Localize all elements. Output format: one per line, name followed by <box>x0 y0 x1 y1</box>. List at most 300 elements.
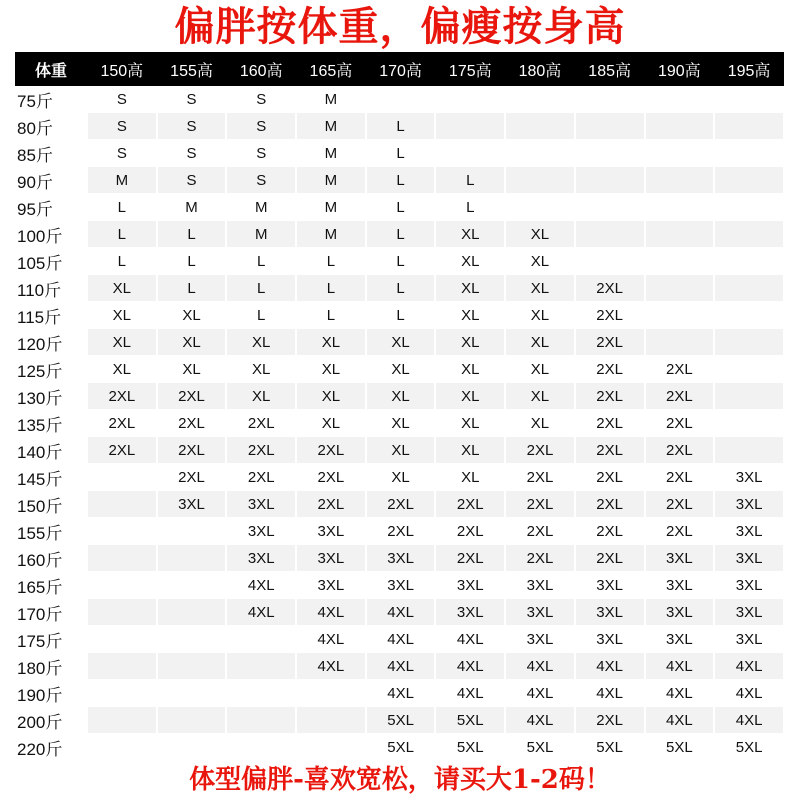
size-cell: 2XL <box>435 491 505 518</box>
size-cell: L <box>366 113 436 140</box>
size-cell: 5XL <box>575 734 645 761</box>
weight-label: 135斤 <box>15 410 87 437</box>
size-cell: L <box>366 275 436 302</box>
size-cell: 3XL <box>435 572 505 599</box>
size-cell: 4XL <box>575 653 645 680</box>
size-cell: 2XL <box>575 464 645 491</box>
size-cell: L <box>366 140 436 167</box>
size-cell: XL <box>505 275 575 302</box>
size-cell <box>575 113 645 140</box>
size-cell: 4XL <box>226 572 296 599</box>
size-cell: XL <box>87 356 157 383</box>
size-cell <box>226 734 296 761</box>
size-cell <box>505 194 575 221</box>
size-cell: XL <box>435 275 505 302</box>
size-cell: 2XL <box>575 545 645 572</box>
size-cell: M <box>157 194 227 221</box>
table-row <box>15 275 784 302</box>
weight-label: 130斤 <box>15 383 87 410</box>
size-cell: M <box>226 194 296 221</box>
size-cell <box>87 491 157 518</box>
header-row <box>15 52 784 86</box>
size-cell <box>435 140 505 167</box>
size-cell: L <box>87 221 157 248</box>
size-cell: 3XL <box>575 572 645 599</box>
size-cell: 4XL <box>645 653 715 680</box>
size-cell <box>157 626 227 653</box>
size-cell: 3XL <box>645 572 715 599</box>
size-cell: 3XL <box>645 626 715 653</box>
size-cell: 2XL <box>87 437 157 464</box>
size-cell: 3XL <box>645 599 715 626</box>
size-cell: 4XL <box>366 626 436 653</box>
table-row <box>15 626 784 653</box>
size-cell: XL <box>366 356 436 383</box>
size-cell: XL <box>157 302 227 329</box>
size-cell: 3XL <box>226 491 296 518</box>
size-cell <box>435 113 505 140</box>
size-cell: 3XL <box>714 491 784 518</box>
size-cell: XL <box>296 356 366 383</box>
size-cell: 2XL <box>226 464 296 491</box>
weight-label: 155斤 <box>15 518 87 545</box>
size-cell: L <box>157 248 227 275</box>
size-cell: L <box>366 167 436 194</box>
size-cell: XL <box>505 221 575 248</box>
size-cell <box>226 707 296 734</box>
size-cell: 2XL <box>157 383 227 410</box>
size-cell: XL <box>366 410 436 437</box>
size-cell: 4XL <box>366 680 436 707</box>
size-cell: 2XL <box>645 410 715 437</box>
size-cell: XL <box>505 410 575 437</box>
size-cell: 2XL <box>505 437 575 464</box>
size-cell: S <box>157 86 227 113</box>
size-cell <box>645 167 715 194</box>
size-cell: XL <box>87 302 157 329</box>
weight-label: 80斤 <box>15 113 87 140</box>
table-row <box>15 599 784 626</box>
size-cell: 2XL <box>435 545 505 572</box>
size-cell <box>575 167 645 194</box>
size-cell: 3XL <box>226 545 296 572</box>
size-cell: 4XL <box>226 599 296 626</box>
size-cell: 3XL <box>296 518 366 545</box>
size-cell: 2XL <box>575 275 645 302</box>
size-cell: 2XL <box>575 410 645 437</box>
weight-label: 170斤 <box>15 599 87 626</box>
size-cell: 2XL <box>366 491 436 518</box>
size-cell <box>366 86 436 113</box>
weight-label: 75斤 <box>15 86 87 113</box>
size-cell <box>157 572 227 599</box>
size-cell: L <box>296 275 366 302</box>
size-cell: 4XL <box>505 680 575 707</box>
size-cell: 4XL <box>296 599 366 626</box>
table-row <box>15 410 784 437</box>
table-row <box>15 194 784 221</box>
height-column-header: 170高 <box>366 52 436 86</box>
size-cell: 2XL <box>645 491 715 518</box>
size-cell: 2XL <box>366 518 436 545</box>
weight-label: 95斤 <box>15 194 87 221</box>
height-column-header: 175高 <box>435 52 505 86</box>
table-row <box>15 86 784 113</box>
size-cell: 3XL <box>575 626 645 653</box>
size-cell: 4XL <box>714 707 784 734</box>
size-cell <box>575 194 645 221</box>
size-cell: L <box>87 248 157 275</box>
size-cell: XL <box>435 329 505 356</box>
size-cell: XL <box>435 464 505 491</box>
size-cell: XL <box>505 356 575 383</box>
size-cell: 2XL <box>645 437 715 464</box>
size-cell: XL <box>226 356 296 383</box>
size-cell: S <box>226 86 296 113</box>
size-cell: L <box>296 248 366 275</box>
size-cell: 2XL <box>505 518 575 545</box>
size-cell <box>87 653 157 680</box>
table-row <box>15 113 784 140</box>
size-cell <box>714 194 784 221</box>
size-cell: XL <box>296 383 366 410</box>
weight-label: 100斤 <box>15 221 87 248</box>
height-column-header: 155高 <box>157 52 227 86</box>
weight-label: 220斤 <box>15 734 87 761</box>
size-cell: XL <box>157 329 227 356</box>
size-cell <box>645 194 715 221</box>
table-row <box>15 167 784 194</box>
table-row <box>15 140 784 167</box>
weight-label: 115斤 <box>15 302 87 329</box>
size-cell: L <box>157 221 227 248</box>
size-cell: L <box>435 194 505 221</box>
size-cell: M <box>296 86 366 113</box>
page-title: 偏胖按体重，偏瘦按身高 <box>174 4 626 50</box>
size-cell <box>714 221 784 248</box>
size-chart-table <box>15 52 785 761</box>
size-cell <box>645 329 715 356</box>
size-cell: 3XL <box>575 599 645 626</box>
size-cell: 3XL <box>645 545 715 572</box>
table-row <box>15 437 784 464</box>
size-cell: 4XL <box>435 680 505 707</box>
size-cell: XL <box>505 248 575 275</box>
size-cell: 3XL <box>714 626 784 653</box>
size-cell: 4XL <box>645 680 715 707</box>
size-cell <box>296 707 366 734</box>
size-cell: XL <box>296 410 366 437</box>
size-cell: 4XL <box>505 707 575 734</box>
table-row <box>15 545 784 572</box>
size-cell: XL <box>435 437 505 464</box>
size-cell <box>714 86 784 113</box>
size-cell <box>505 86 575 113</box>
size-cell: 2XL <box>575 518 645 545</box>
size-cell: 2XL <box>575 383 645 410</box>
weight-label: 90斤 <box>15 167 87 194</box>
size-cell: L <box>87 194 157 221</box>
size-cell: 5XL <box>505 734 575 761</box>
size-cell: 4XL <box>366 653 436 680</box>
size-cell: XL <box>435 383 505 410</box>
size-cell: XL <box>226 383 296 410</box>
size-cell: 3XL <box>714 572 784 599</box>
footer-note: 体型偏胖-喜欢宽松，请买大1-2码！ <box>189 765 611 795</box>
size-cell <box>87 572 157 599</box>
size-cell: 2XL <box>157 464 227 491</box>
size-cell <box>714 248 784 275</box>
height-column-header: 160高 <box>226 52 296 86</box>
weight-label: 125斤 <box>15 356 87 383</box>
size-cell <box>575 248 645 275</box>
size-cell <box>505 167 575 194</box>
size-cell <box>714 167 784 194</box>
size-cell <box>714 356 784 383</box>
size-cell: 2XL <box>157 410 227 437</box>
size-cell: 3XL <box>505 599 575 626</box>
size-cell: 4XL <box>435 626 505 653</box>
table-row <box>15 464 784 491</box>
size-cell <box>87 734 157 761</box>
size-cell: XL <box>435 356 505 383</box>
size-cell: 3XL <box>505 572 575 599</box>
size-cell: 3XL <box>714 599 784 626</box>
size-cell: 2XL <box>575 437 645 464</box>
size-cell: 5XL <box>435 707 505 734</box>
size-cell: 3XL <box>366 572 436 599</box>
size-cell: 4XL <box>296 653 366 680</box>
size-cell <box>296 680 366 707</box>
size-cell: 2XL <box>505 464 575 491</box>
height-column-header: 185高 <box>575 52 645 86</box>
height-column-header: 190高 <box>645 52 715 86</box>
size-cell: 2XL <box>157 437 227 464</box>
size-cell <box>87 464 157 491</box>
weight-label: 190斤 <box>15 680 87 707</box>
size-cell: 4XL <box>645 707 715 734</box>
size-cell: XL <box>296 329 366 356</box>
size-cell <box>157 545 227 572</box>
size-cell: M <box>296 221 366 248</box>
size-cell: XL <box>435 410 505 437</box>
size-cell: XL <box>505 329 575 356</box>
table-row <box>15 572 784 599</box>
size-cell <box>157 599 227 626</box>
weight-label: 110斤 <box>15 275 87 302</box>
size-cell <box>714 383 784 410</box>
size-cell: 2XL <box>645 383 715 410</box>
size-cell: S <box>226 140 296 167</box>
size-cell: 2XL <box>645 356 715 383</box>
size-cell <box>505 113 575 140</box>
size-cell: 5XL <box>366 707 436 734</box>
size-cell: XL <box>366 464 436 491</box>
weight-label: 120斤 <box>15 329 87 356</box>
size-cell <box>87 545 157 572</box>
weight-label: 160斤 <box>15 545 87 572</box>
size-cell: XL <box>87 275 157 302</box>
size-cell: 3XL <box>226 518 296 545</box>
size-cell: XL <box>505 383 575 410</box>
size-cell: 3XL <box>435 599 505 626</box>
weight-label: 140斤 <box>15 437 87 464</box>
size-cell: 5XL <box>366 734 436 761</box>
table-row <box>15 680 784 707</box>
size-cell: XL <box>435 302 505 329</box>
size-cell: M <box>296 167 366 194</box>
size-cell: 3XL <box>157 491 227 518</box>
size-cell: L <box>366 248 436 275</box>
size-cell: 2XL <box>645 518 715 545</box>
size-cell <box>575 140 645 167</box>
size-cell: XL <box>226 329 296 356</box>
size-cell: 3XL <box>296 572 366 599</box>
size-cell <box>645 140 715 167</box>
size-cell <box>575 221 645 248</box>
size-cell: 4XL <box>714 680 784 707</box>
size-cell: 2XL <box>296 464 366 491</box>
size-cell: M <box>296 194 366 221</box>
size-cell: 3XL <box>714 545 784 572</box>
size-cell: L <box>226 275 296 302</box>
size-cell: 3XL <box>296 545 366 572</box>
size-cell <box>714 140 784 167</box>
size-cell: 2XL <box>87 383 157 410</box>
size-cell <box>714 437 784 464</box>
size-cell: 2XL <box>505 545 575 572</box>
size-cell: S <box>157 167 227 194</box>
size-cell: L <box>366 221 436 248</box>
table-row <box>15 653 784 680</box>
size-cell <box>714 113 784 140</box>
weight-column-header: 体重 <box>15 52 87 86</box>
size-cell: L <box>366 194 436 221</box>
weight-label: 105斤 <box>15 248 87 275</box>
size-cell <box>435 86 505 113</box>
size-cell <box>714 275 784 302</box>
size-cell: L <box>435 167 505 194</box>
table-row <box>15 329 784 356</box>
size-cell: 2XL <box>87 410 157 437</box>
weight-label: 200斤 <box>15 707 87 734</box>
size-cell: 2XL <box>575 356 645 383</box>
size-cell <box>645 302 715 329</box>
size-cell: L <box>226 302 296 329</box>
size-cell <box>714 302 784 329</box>
height-column-header: 165高 <box>296 52 366 86</box>
size-cell: L <box>366 302 436 329</box>
size-cell: XL <box>435 221 505 248</box>
size-cell <box>157 707 227 734</box>
size-cell: 5XL <box>435 734 505 761</box>
size-cell <box>87 680 157 707</box>
size-cell: 2XL <box>575 329 645 356</box>
weight-label: 175斤 <box>15 626 87 653</box>
table-row <box>15 734 784 761</box>
size-cell: 4XL <box>575 680 645 707</box>
height-column-header: 180高 <box>505 52 575 86</box>
size-cell: S <box>87 113 157 140</box>
size-cell: 2XL <box>575 491 645 518</box>
size-cell: 2XL <box>575 302 645 329</box>
size-cell <box>157 653 227 680</box>
size-cell <box>157 518 227 545</box>
size-cell: 5XL <box>714 734 784 761</box>
size-cell: 4XL <box>505 653 575 680</box>
size-cell: 3XL <box>714 518 784 545</box>
size-cell <box>226 680 296 707</box>
size-cell: XL <box>157 356 227 383</box>
size-cell: XL <box>366 383 436 410</box>
size-cell <box>157 734 227 761</box>
weight-label: 145斤 <box>15 464 87 491</box>
size-cell <box>645 113 715 140</box>
size-cell: S <box>87 86 157 113</box>
size-cell <box>645 221 715 248</box>
height-column-header: 150高 <box>87 52 157 86</box>
size-cell: 4XL <box>366 599 436 626</box>
height-column-header: 195高 <box>714 52 784 86</box>
size-cell <box>87 626 157 653</box>
size-cell: 2XL <box>226 437 296 464</box>
size-cell: 3XL <box>505 626 575 653</box>
size-cell <box>226 626 296 653</box>
size-cell: L <box>296 302 366 329</box>
size-cell: 2XL <box>645 464 715 491</box>
size-cell: XL <box>505 302 575 329</box>
size-cell: 4XL <box>714 653 784 680</box>
size-cell <box>645 86 715 113</box>
size-cell: 2XL <box>226 410 296 437</box>
size-cell: XL <box>366 437 436 464</box>
size-cell: L <box>157 275 227 302</box>
size-cell <box>714 329 784 356</box>
weight-label: 85斤 <box>15 140 87 167</box>
size-cell: 3XL <box>714 464 784 491</box>
size-cell: S <box>157 140 227 167</box>
size-cell: S <box>87 140 157 167</box>
size-cell <box>714 410 784 437</box>
size-cell: 5XL <box>645 734 715 761</box>
weight-label: 165斤 <box>15 572 87 599</box>
table-row <box>15 356 784 383</box>
size-cell: XL <box>87 329 157 356</box>
size-cell: L <box>226 248 296 275</box>
size-cell <box>157 680 227 707</box>
table-row <box>15 248 784 275</box>
size-cell: S <box>157 113 227 140</box>
size-cell <box>645 275 715 302</box>
size-cell: 2XL <box>296 491 366 518</box>
size-cell <box>87 707 157 734</box>
size-cell: 3XL <box>366 545 436 572</box>
size-cell: 2XL <box>575 707 645 734</box>
size-cell: S <box>226 167 296 194</box>
weight-label: 180斤 <box>15 653 87 680</box>
size-cell: S <box>226 113 296 140</box>
weight-label: 150斤 <box>15 491 87 518</box>
size-cell: 4XL <box>296 626 366 653</box>
size-cell: 2XL <box>296 437 366 464</box>
size-cell <box>575 86 645 113</box>
size-cell <box>87 599 157 626</box>
size-cell: M <box>226 221 296 248</box>
table-row <box>15 491 784 518</box>
table-row <box>15 707 784 734</box>
size-cell: 2XL <box>435 518 505 545</box>
size-cell: M <box>296 140 366 167</box>
